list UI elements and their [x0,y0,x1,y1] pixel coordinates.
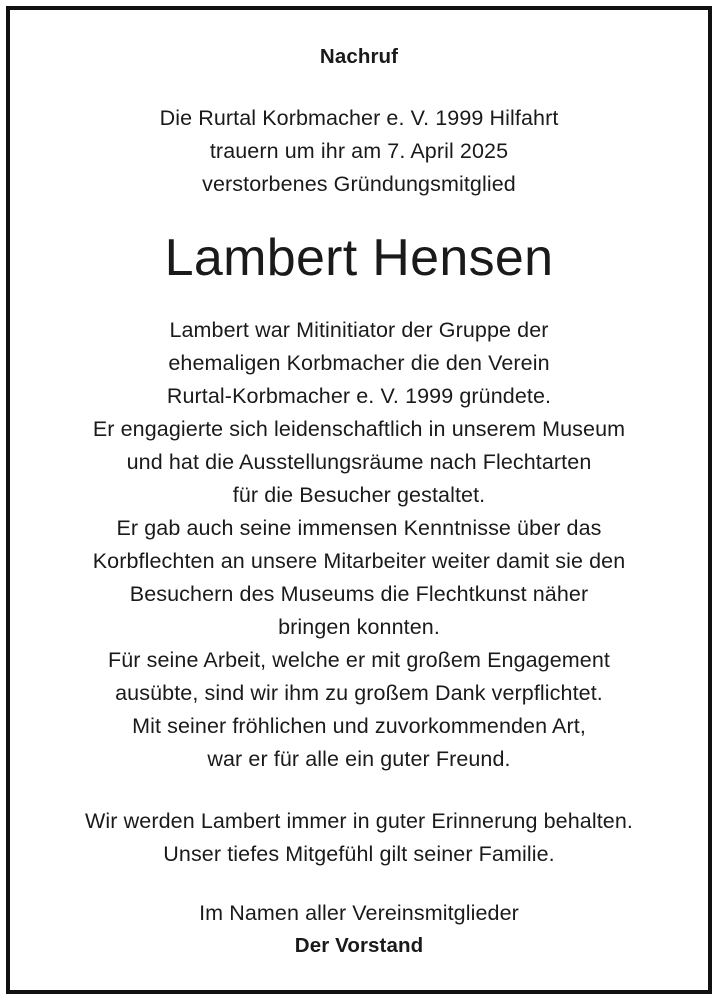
body-line-2: ehemaligen Korbmacher die den Verein [168,351,550,375]
closing-line-2: Unser tiefes Mitgefühl gilt seiner Familie. [163,842,555,866]
body-line-10: bringen konnten. [278,615,440,639]
deceased-name: Lambert Hensen [164,229,554,287]
body-line-12: ausübte, sind wir ihm zu großem Dank verpflichtet. [115,681,603,705]
body-line-9: Besuchern des Museums die Flechtkunst näher [129,582,589,606]
body-line-14: war er für alle ein guter Freund. [207,747,511,771]
intro-line-3: verstorbenes Gründungsmitglied [202,172,516,196]
signature-line: Im Namen aller Vereinsmitglieder [199,901,519,925]
body-line-7: Er gab auch seine immensen Kenntnisse über das [116,516,602,540]
body-line-4: Er engagierte sich leidenschaftlich in unserem Museum [92,417,626,441]
body-line-13: Mit seiner fröhlichen und zuvorkommenden Art, [132,714,586,738]
notice-heading: Nachruf [319,45,399,68]
closing-line-1: Wir werden Lambert immer in guter Erinnerung behalten. [85,809,633,833]
body-line-3: Rurtal-Korbmacher e. V. 1999 gründete. [166,384,552,408]
intro-line-2: trauern um ihr am 7. April 2025 [209,139,509,163]
body-line-6: für die Besucher gestaltet. [232,483,486,507]
body-line-11: Für seine Arbeit, welche er mit großem Engagement [107,648,610,672]
body-line-1: Lambert war Mitinitiator der Gruppe der [169,318,549,342]
intro-line-1: Die Rurtal Korbmacher e. V. 1999 Hilfahrt [159,106,559,130]
signature-signer: Der Vorstand [294,934,424,957]
body-line-8: Korbflechten an unsere Mitarbeiter weiter damit sie den [92,549,626,573]
body-line-5: und hat die Ausstellungsräume nach Flechtarten [126,450,592,474]
